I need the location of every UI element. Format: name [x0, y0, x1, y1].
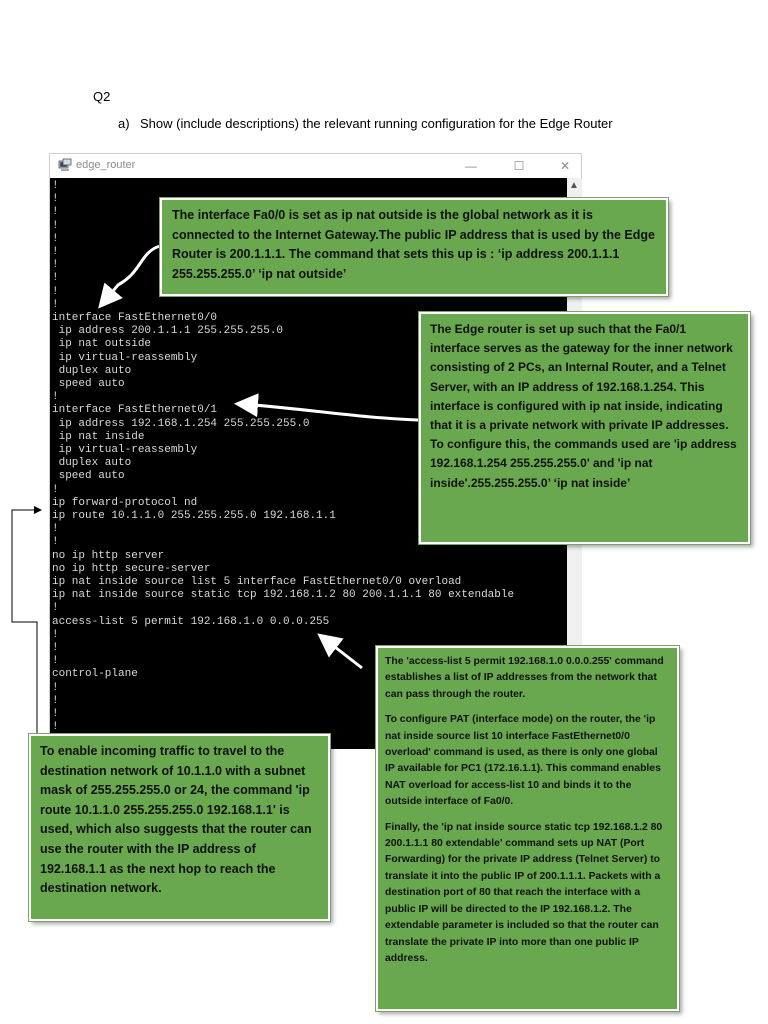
question-label: Q2: [93, 89, 111, 104]
subpart-letter: a): [118, 116, 130, 131]
callout-pat-paragraph: To configure PAT (interface mode) on the router, the 'ip nat inside source list 10 interface FastEthernet0/0 overload' command is used, as there is only one global IP available for PC1 (172.16.1.1). This command enables NAT overload for access-list 10 and binds it to the outside interface of Fa0/0.: [385, 714, 661, 808]
terminal-line: ip virtual-reassembly: [52, 444, 198, 456]
terminal-line: control-plane: [52, 668, 138, 681]
terminal-line: ip nat inside source list 5 interface FastEthernet0/0 overload: [52, 576, 462, 588]
maximize-button[interactable]: ☐: [513, 159, 525, 173]
terminal-line: ip address 192.168.1.254 255.255.255.0: [52, 417, 310, 430]
terminal-line: !: [52, 483, 59, 496]
terminal-line: !: [52, 272, 59, 285]
scroll-up-arrow-icon[interactable]: ▲: [569, 180, 579, 191]
terminal-line: no ip http secure-server: [52, 562, 211, 575]
terminal-line: !: [52, 523, 59, 536]
window-titlebar[interactable]: [50, 154, 581, 178]
callout-fa01-inside: The Edge router is set up such that the Fa0/1 interface serves as the gateway for the inner network consisting of 2 PCs, an Internal Router, and a Telnet Server, with an IP address of 192.168.1.254. This interface is configured with ip nat inside, indicating that it is a private network with private IP addresses. To configure this, the commands used are 'ip address 192.168.1.254 255.255.255.0' and 'ip nat inside'.255.255.255.0’ ‘ip nat inside’: [419, 312, 750, 544]
terminal-line: duplex auto: [52, 364, 132, 377]
window-title: edge_router: [76, 159, 136, 171]
terminal-line: ip nat inside: [52, 430, 145, 443]
terminal-line: ip address 200.1.1.1 255.255.255.0: [52, 325, 284, 338]
putty-terminal-icon: [58, 158, 72, 172]
terminal-line: ip forward-protocol nd: [52, 496, 198, 509]
terminal-line: !: [52, 642, 59, 654]
callout-access-list-paragraph: The 'access-list 5 permit 192.168.1.0 0.0.0.255' command establishes a list of IP addresses from the network that can pass through the router.: [385, 656, 664, 700]
terminal-line: !: [52, 694, 59, 707]
terminal-line: speed auto: [52, 378, 125, 390]
terminal-line: !: [52, 219, 59, 232]
terminal-line: !: [52, 721, 59, 734]
terminal-line: !: [52, 298, 59, 311]
terminal-line: ip nat outside: [52, 338, 152, 351]
terminal-line: !: [52, 655, 59, 668]
terminal-line: !: [52, 681, 59, 694]
arrow-ip-route: [12, 510, 40, 734]
subpart-text: Show (include descriptions) the relevant running configuration for the Edge Router: [140, 116, 613, 131]
callout-fa00-outside: The interface Fa0/0 is set as ip nat outside is the global network as it is connected to the Internet Gateway.The public IP address that is used by the Edge Router is 200.1.1.1. The command that sets this up is : ‘ip address 200.1.1.1 255.255.255.0’ ‘ip nat outside’: [160, 198, 668, 296]
terminal-line: !: [52, 232, 59, 245]
terminal-line: speed auto: [52, 470, 125, 483]
minimize-button[interactable]: —: [465, 159, 477, 173]
callout-static-nat-paragraph: Finally, the 'ip nat inside source static tcp 192.168.1.2 80 200.1.1.1 80 extendable' command sets up NAT (Port Forwarding) for the private IP address (Telnet Server) to translate it into the public IP of 200.1.1.1. Packets with a destination port of 80 that reach the interface with a public IP will be directed to the IP 192.168.1.2. The extendable parameter is included so that the router can translate the private IP into more than one public IP address.: [385, 821, 663, 964]
terminal-line: no ip http server: [52, 549, 165, 562]
terminal-line: !: [52, 708, 59, 720]
terminal-line: interface FastEthernet0/0: [52, 312, 218, 324]
terminal-line: interface FastEthernet0/1: [52, 404, 218, 417]
terminal-line: !: [52, 259, 59, 272]
terminal-line: !: [52, 602, 59, 615]
terminal-line: !: [52, 206, 59, 219]
terminal-line: !: [52, 536, 59, 549]
callout-ip-route: To enable incoming traffic to travel to the destination network of 10.1.1.0 with a subnet mask of 255.255.255.0 or 24, the command 'ip route 10.1.1.0 255.255.255.0 192.168.1.1' is used, which also suggests that the router can use the router with the IP address of 192.168.1.1 as the next hop to reach the destination network.: [29, 734, 330, 921]
terminal-line: access-list 5 permit 192.168.1.0 0.0.0.255: [52, 615, 330, 628]
question-subpart: [118, 116, 613, 131]
terminal-line: !: [52, 391, 59, 404]
terminal-line: ip route 10.1.1.0 255.255.255.0 192.168.1.1: [52, 510, 336, 522]
callout-nat-access-list: [376, 646, 679, 1011]
close-button[interactable]: ✕: [559, 159, 571, 173]
terminal-line: !: [52, 193, 59, 206]
terminal-line: !: [52, 246, 59, 258]
terminal-line: !: [52, 628, 59, 641]
terminal-line: !: [52, 285, 59, 298]
terminal-line: duplex auto: [52, 457, 132, 470]
terminal-line: !: [52, 180, 59, 192]
terminal-line: ip nat inside source static tcp 192.168.1.2 80 200.1.1.1 80 extendable: [52, 589, 515, 602]
terminal-line: ip virtual-reassembly: [52, 351, 198, 364]
